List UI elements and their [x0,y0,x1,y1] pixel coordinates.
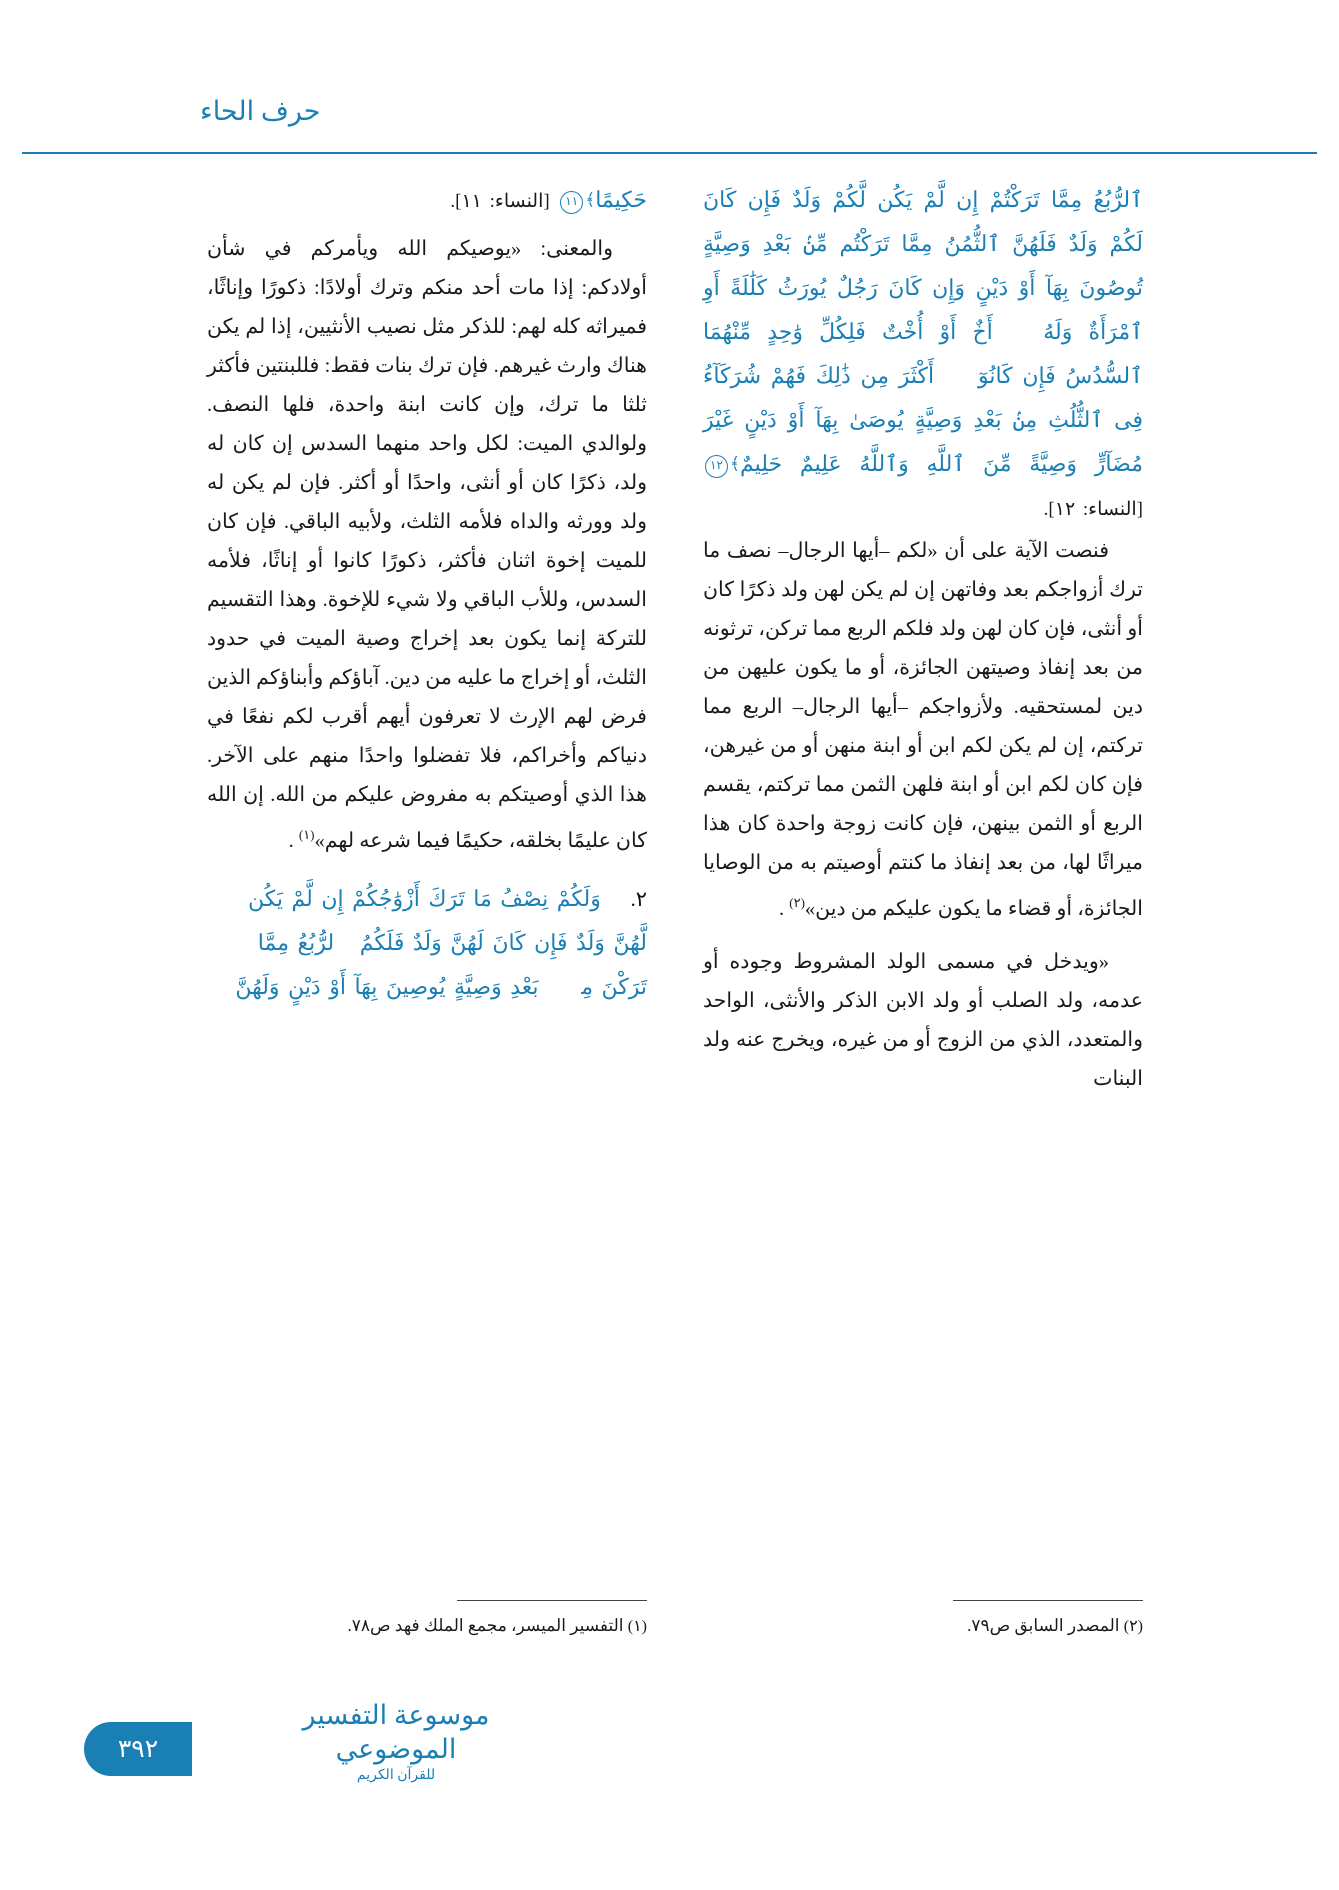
logo-main-text: موسوعة التفسير الموضوعي [302,1700,490,1764]
footnote-divider [457,1600,647,1601]
publisher-logo [246,1698,546,1786]
logo-sub-text: للقرآن الكريم [356,1768,436,1783]
body-columns [196,178,1143,1498]
quran-verse-right-top [207,178,647,224]
footnote-left-text: المصدر السابق ص٧٩. [967,1616,1120,1635]
item-number: ٢. [630,886,647,911]
ayah-ornament-icon: ﴾ [730,454,740,473]
column-right [207,178,647,1498]
verse-reference-right: [النساء: ١١]. [450,191,550,212]
numbered-item-right [207,877,647,1009]
footnote-ref-2: (٢) [789,895,805,910]
header-divider [22,152,1317,154]
paragraph-left-1: فنصت الآية على أن «لكم –أيها الرجال– نصف ما ترك أزواجكم بعد وفاتهن إن لم يكن لهن ولد ذكرًا كان أو أنثى، فإن كان لهن ولد فلكم الربع مما تركن، ترثونه من بعد إنفاذ وصيتهن الجائزة، أو ما يكون عليهن من دين لمستحقيه. ولأزواجكم –أيها الرجال– الربع مما تركتم، إن لم يكن لكم ابن أو ابنة منهن أو من غيرهن، فإن كان لكم ابن أو ابنة فلهن الثمن مما تركتم، يقسم الربع أو الثمن بينهن، فإن كانت زوجة واحدة كان هذا ميراثًا لها، من بعد إنفاذ ما كنتم أوصيتم به من الوصايا الجائزة، أو قضاء ما يكون عليكم من دين»$^{(٢)}$ . [703,540,1143,920]
footnote-divider [953,1600,1143,1601]
footnote-right-marker: (١) [627,1618,647,1635]
paragraph-right-1-text: والمعنى: «يوصيكم الله ويأمركم في شأن أولادكم: إذا مات أحد منكم وترك أولادًا: ذكورًا وإناثًا، فميراثه كله لهم: للذكر مثل نصيب الأنثيين، إذا لم يكن هناك وارث غيرهم. فإن ترك بنات فقط: فللبنتين فأكثر ثلثا ما ترك، وإن كانت ابنة واحدة، فلها النصف. ولوالدي الميت: لكل واحد منهما السدس إن كان له ولد، ذكرًا كان أو أنثى، واحدًا أو أكثر. فإن لم يكن له ولد وورثه والداه فلأمه الثلث، ولأبيه الباقي. فإن كان للميت إخوة اثنان فأكثر، ذكورًا كانوا أو إناثًا، فلأمه السدس، وللأب الباقي ولا شيء للإخوة. وهذا التقسيم للتركة إنما يكون بعد إخراج وصية الميت في حدود الثلث، أو إخراج ما عليه من دين. آباؤكم وأبناؤكم الذين فرض لهم الإرث لا تعرفون أيهم أقرب لكم نفعًا في دنياكم وأخراكم، فلا تفضلوا واحدًا منهم على الآخر. هذا الذي أوصيتكم به مفروض عليكم من الله. إن الله كان عليمًا بخلقه، حكيمًا فيما شرعه لهم» [207,238,647,852]
footnote-right-text: التفسير الميسر، مجمع الملك فهد ص٧٨. [347,1616,624,1635]
page-footer [0,1684,1339,1794]
footnote-column-right [207,1600,647,1654]
ayah-number-marker: ١٢ [705,455,728,478]
footnote-left-marker: (٢) [1123,1618,1143,1635]
quran-text-right-top: حَكِيمًا [595,187,647,212]
ayah-number-marker: ١١ [560,191,583,214]
footnote-ref-1: (١) [298,827,315,842]
page-number-badge: ٣٩٢ [84,1722,192,1776]
verse-reference-left: [النساء: ١٢]. [1043,499,1143,520]
paragraph-left-1-text: فنصت الآية على أن «لكم –أيها الرجال– نصف ما ترك أزواجكم بعد وفاتهن إن لم يكن لهن ولد ذكرًا كان أو أنثى، فإن كان لهن ولد فلكم الربع مما تركن، ترثونه من بعد إنفاذ وصيتهن الجائزة، أو ما يكون عليهن من دين لمستحقيه. ولأزواجكم –أيها الرجال– الربع مما تركتم، إن لم يكن لكم ابن أو ابنة منهن أو من غيرهن، فإن كان لكم ابن أو ابنة فلهن الثمن مما تركتم، يقسم الربع أو الثمن بينهن، فإن كانت زوجة واحدة كان هذا ميراثًا لها، من بعد إنفاذ ما كنتم أوصيتم به من الوصايا الجائزة، أو قضاء ما يكون عليكم من دين» [703,540,1143,920]
footnotes [196,1600,1143,1654]
paragraph-right-1: والمعنى: «يوصيكم الله ويأمركم في شأن أولادكم: إذا مات أحد منكم وترك أولادًا: ذكورًا وإناثًا، فميراثه كله لهم: للذكر مثل نصيب الأنثيين، إذا لم يكن هناك وارث غيرهم. فإن ترك بنات فقط: فللبنتين فأكثر ثلثا ما ترك، وإن كانت ابنة واحدة، فلها النصف. ولوالدي الميت: لكل واحد منهما السدس إن كان له ولد، ذكرًا كان أو أنثى، واحدًا أو أكثر. فإن لم يكن له ولد وورثه والداه فلأمه الثلث، ولأبيه الباقي. فإن كان للميت إخوة اثنان فأكثر، ذكورًا كانوا أو إناثًا، فلأمه السدس، وللأب الباقي ولا شيء للإخوة. وهذا التقسيم للتركة إنما يكون بعد إخراج وصية الميت في حدود الثلث، أو إخراج ما عليه من دين. آباؤكم وأبناؤكم الذين فرض لهم الإرث لا تعرفون أيهم أقرب لكم نفعًا في دنياكم وأخراكم، فلا تفضلوا واحدًا منهم على الآخر. هذا الذي أوصيتكم به مفروض عليكم من الله. إن الله كان عليمًا بخلقه، حكيمًا فيما شرعه لهم»$^{(١)}$ . [207,238,647,852]
footnote-right [207,1612,647,1641]
quran-text-left: ٱلرُّبُعُ مِمَّا تَرَكْتُمْ إِن لَّمْ يَكُن لَّكُمْ وَلَدٌ فَإِن كَانَ لَكُمْ وَلَدٌ فَلَهُنَّ ٱلثُّمُنُ مِمَّا تَرَكْتُم مِّنۢ بَعْدِ وَصِيَّةٍ تُوصُونَ بِهَآ أَوْ دَيْنٍ وَإِن كَانَ رَجُلٌ يُورَثُ كَلَٰلَةً أَوِ ٱمْرَأَةٌ وَلَهُۥٓ أَخٌ أَوْ أُخْتٌ فَلِكُلِّ وَٰحِدٍ مِّنْهُمَا ٱلسُّدُسُ فَإِن كَانُوٓا۟ أَكْثَرَ مِن ذَٰلِكَ فَهُمْ شُرَكَآءُ فِى ٱلثُّلُثِ مِنۢ بَعْدِ وَصِيَّةٍ يُوصَىٰ بِهَآ أَوْ دَيْنٍ غَيْرَ مُضَآرٍّ وَصِيَّةً مِّنَ ٱللَّهِ وَٱللَّهُ عَلِيمٌ حَلِيمٌ [703,187,1143,476]
quran-verse-right-bottom: ﴿ وَلَكُمْ نِصْفُ مَا تَرَكَ أَزْوَٰجُكُمْ إِن لَّمْ يَكُن لَّهُنَّ وَلَدٌ فَإِن كَانَ لَهُنَّ وَلَدٌ فَلَكُمُ ٱلرُّبُعُ مِمَّا تَرَكْنَ مِنۢ بَعْدِ وَصِيَّةٍ يُوصِينَ بِهَآ أَوْ دَيْنٍ وَلَهُنَّ [235,885,647,999]
paragraph-left-2 [703,943,1143,1099]
chapter-title: حرف الحاء [200,96,321,126]
paragraph-left-2-text: «ويدخل في مسمى الولد المشروط وجوده أو عدمه، ولد الصلب أو ولد الابن الذكر والأنثى، الواحد والمتعدد، الذي من الزوج أو من غيره، ويخرج عنه ولد البنات [703,950,1143,1090]
page-header [200,96,1139,127]
ayah-ornament-icon: ﴾ [585,190,596,209]
footnote-column-left [703,1600,1143,1654]
quran-verse-left [703,178,1143,532]
footnote-left [703,1612,1143,1641]
column-left [703,178,1143,1498]
